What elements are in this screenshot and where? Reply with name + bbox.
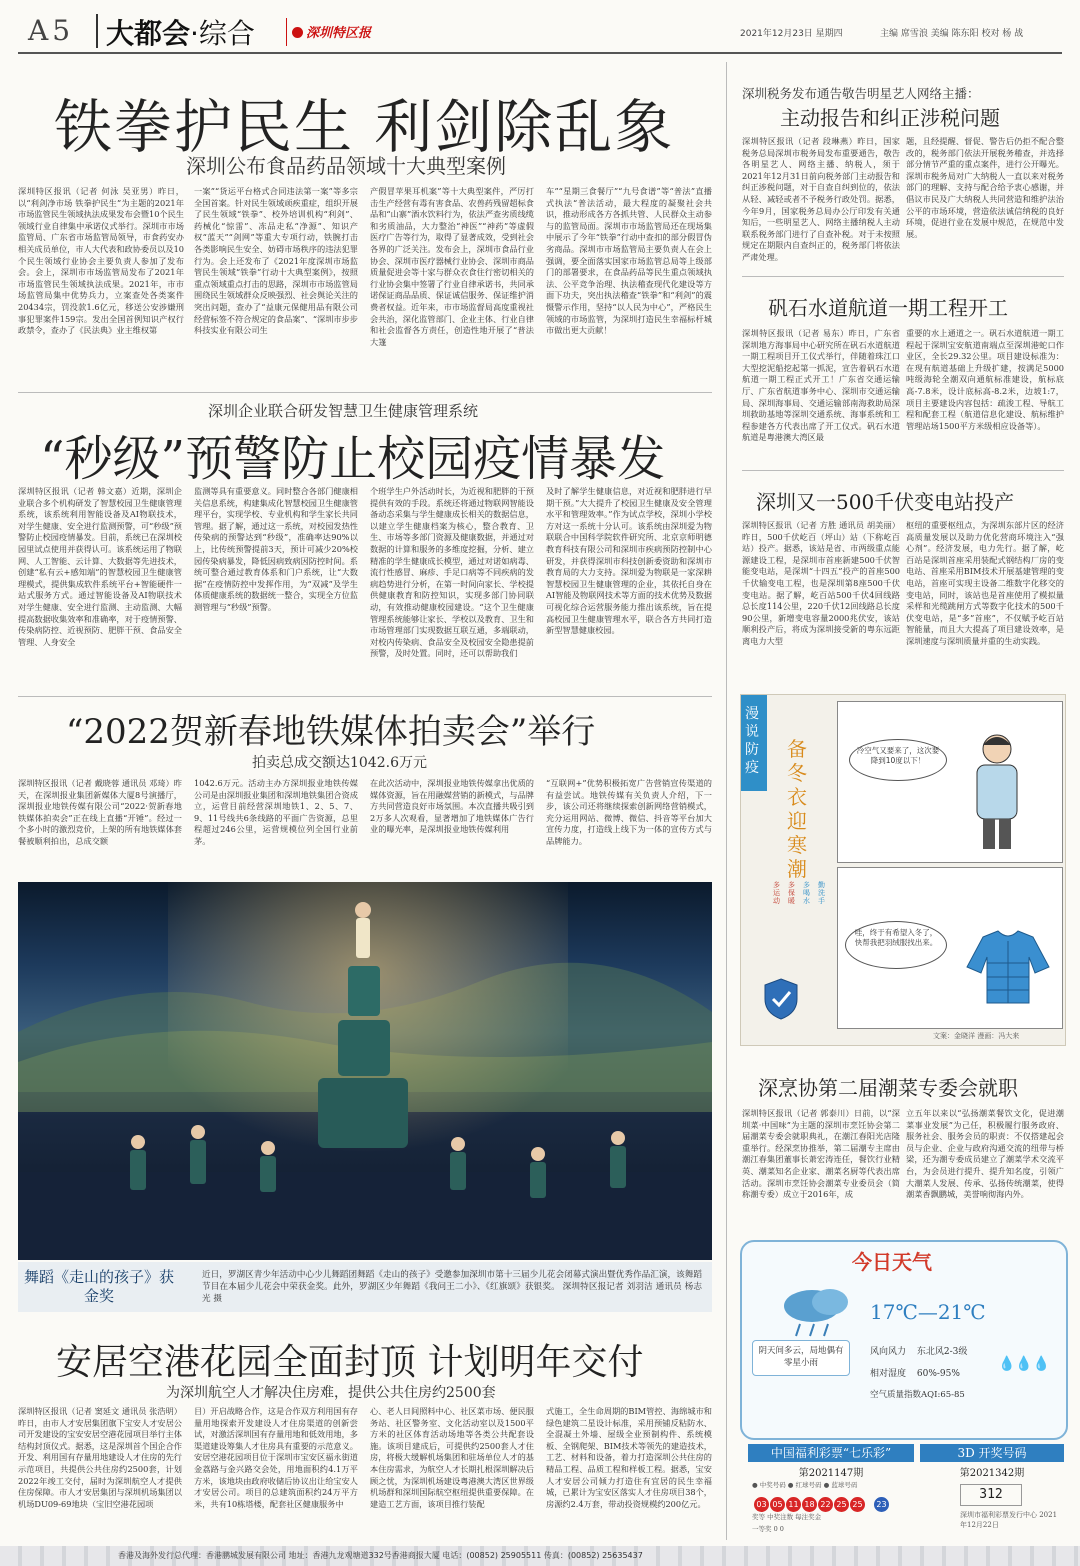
shield-virus-icon — [761, 977, 801, 1021]
editors-line: 主编 席雪浪 美编 陈东阳 校对 杨 战 — [880, 29, 1024, 39]
article2-col4: 及时了解学生健康信息，对近视和肥胖进行早期干预。”大大提升了校园卫生健康及安全管理水平和管理效率。”作为试点学校，深圳小学校方对这一系统十分认可。该系统由深圳爱为物联联合中国科学院软件研究所、北京京师明德教育科技有限公司和深圳市疾病预防控制中心研发，并获得深圳市科技创新委资助和深圳市教育局的大力支持。深圳爱为物联是一家深耕智慧校园卫生健康管理的企业，其依托自身在AI智能及物联网技术等方面的技术优势及数据可视化综合运营服务能力推出该系统，旨在提高校园卫生健康管理水平，联合各方共同打造新型智慧健康校园。 — [546, 486, 712, 636]
weather-box — [740, 1240, 1068, 1440]
article3-col2: 1042.6万元。活动主办方深圳报业地铁传媒公司是由深圳报业集团和深圳地铁集团合资成立，运营目前经营深圳地铁1、2、5、7、9、11号线共6条线路的平面广告资源，总里程超过246公里，运营规模位列全国行业前茅。 — [194, 778, 358, 846]
page-number: A5 — [28, 14, 75, 47]
cartoon-tag: 多保暖 — [788, 881, 795, 905]
paper-logo — [292, 22, 371, 41]
article1-col4: 车”“星期三食餐厅”“九号食谱”等“普法”直播式执法“普法活动，最大程度的凝聚社会共识，推动形成各方各抓共管、人民群众主动参与的监管局面。深圳市市场监管局还在现场集中展示了今年“铁拳”行动中查扣的部分假冒伪劣商品。深圳市市场监管局主要负责人在会上强调，要全面落实国家市场监管总局等上级部门的部署要求，在食品药品等民生重点领域执法、公平竞争治理、执法稽查现代化建设等方面下功夫，突出执法稽查“铁拳”和“利剑”的震慑警示作用，坚持“以人民为中心”，严格民生领域的市场监管，为深圳打造民生幸福标杆城市做出更大贡献！ — [546, 186, 712, 336]
divider — [18, 696, 712, 697]
cartoon-tag: 勤洗手 — [818, 881, 825, 905]
divider — [742, 470, 1064, 471]
lottery-ball: 11 — [786, 1497, 801, 1512]
photo-caption-title: 舞蹈《走山的孩子》获金奖 — [24, 1268, 175, 1305]
dance-photo — [18, 882, 712, 1260]
tunnel-title: 矾石水道航道一期工程开工 — [768, 296, 1008, 320]
article2-col3: 个班学生户外活动时长，为近视和肥胖的干预提供有效的手段。系统还将通过物联网智能设备动态采集与学生健康成长相关的数据信息，以建立学生健康档案为核心，整合教育、卫生、市场等多部门资源及健康数据，并通过对数据的计算和服务的多维度挖掘，分析、建立精准的学生健康成长模型，通过对诺如病毒、流行性感冒、麻疹、手足口病等不同疾病的发病趋势进行分析，在第一时间向家长、学校提供健康教育和防控知识，实现多部门协同联动，有效推动健康校园建设。“这个卫生健康管理系统能够让家长、学校以及教育、卫生和市场管理部门实现数据互联互通，多端联动，对校内传染病、食品安全及校园安全隐患提前预警，及时处置。同时，还可以帮助我们 — [370, 486, 534, 659]
article2-col1: 深圳特区报讯（记者 韩文嘉）近期，深圳企业联合多个机构研发了智慧校园卫生健康管理系统，该系统利用智能设备及AI物联技术，对学生健康、安全进行监测预警，可“秒级”预警防止校园疫情暴发。目前，系统已在深圳校园里试点使用并获得认可。该系统运用了物联网、人工智能、云计算、大数据等先进技术，创建“私有云+感知端”的智慧校园卫生健康管理模式，提供集成软件系统平台+智能硬件一站式服务方式。通过智能设备及AI物联技术对学生健康、安全进行监测、主动监测、大幅提高数据收集效率和准确率，对于疫情预警、传染病防控、近视预防、肥胖干预、食品安全管理、人身安全 — [18, 486, 182, 647]
article3-col3: 在此次活动中，深圳报业地铁传媒拿出优质的媒体资源，旨在用融媒营销的新模式，与品牌方共同营造良好市场氛围。本次直播共吸引到2万多人次观看，显著增加了地铁媒体广告行业的曝光率，是深圳报业地铁传媒利用 — [370, 778, 534, 835]
weather-wind-label: 风向风力 — [870, 1347, 907, 1357]
lottery-ball: 03 — [754, 1497, 769, 1512]
substation-col1: 深圳特区报讯（记者 方胜 通讯员 胡美丽）昨日，500千伏屹百（坪山）站（下称屹百站）投产。据悉，该站是省、市两级重点能源建设工程，是深圳市首座新建500千伏智能变电站，是深圳“十四五”投产的首座500千伏输变电工程，也是深圳第8座500千伏变电站。据了解，屹百站500千伏4回线路总长度114公里，220千伏12回线路总长度90公里，新增变电容量2000兆伏安，该站顺利投产后，将成为深圳接受新的粤东远距离电力大型 — [742, 520, 900, 646]
weather-temp: 17℃—21℃ — [870, 1300, 986, 1324]
tunnel-col2: 重要的水上通道之一。矾石水道航道一期工程起于深圳宝安航道南端点至深圳港蛇口作业区，全长29.32公里。项目建设标准为：在现有航道基础上升级扩建，按满足5000吨级海轮全潮双向通航标准建设，航标底高-7.8米，设计底标高-8.2米，边坡1:7，项目主要建设内容包括：疏浚工程、导航工程和配套工程（航道信息化建设、航标维护管理站场1500平方米级相应设备等）。 — [906, 328, 1064, 431]
article4-col1: 深圳特区报讯（记者 窦延文 通讯员 张浩明）昨日，由市人才安居集团旗下宝安人才安居公司开发建设的宝安安居空港花园项目举行主体结构封顶仪式。据悉，这是深圳首个国企合作开发、利用国有存量用地建设人才住房的先行示范项目，共提供公共住房约2500套，计划2022年竣工交付，届时为深圳航空人才提供住房保障。市人才安居集团与深圳机场集团以机场DU09-69地块（宝旧空港花园项 — [18, 1406, 182, 1509]
chaozhou-col1: 深圳特区报讯（记者 郭泰川）日前，以“深圳菜·中国味”为主题的深圳市烹饪协会第二届潮菜专委会就职典礼，在潮江春阳光店隆重举行。经深烹协推举，第二届潮专主席由潮江春集团董事长萧宏涛连任，餐饮行业精英、潮菜知名企业家、潮菜名厨等代表出席活动。深圳市烹饪协会潮菜专业委员会（简称潮专委）成立于2016年，成 — [742, 1108, 900, 1200]
weather-wind-row — [870, 1344, 967, 1357]
section-title — [106, 12, 255, 52]
lottery-ball: 22 — [818, 1497, 833, 1512]
footer-text: 香港及海外发行总代理：香港鹏城发展有限公司 地址：香港九龙观塘道332号香港商报大厦 电话：(00852) 25905511 传真：(00852) 25635437 — [118, 1551, 643, 1560]
speech-bubble-2 — [845, 921, 947, 969]
footer-bar — [0, 1546, 1080, 1566]
article4-col3: 心、老人日间照料中心、社区菜市场、便民服务站、社区警务室、文化活动室以及1500平方米的社区体育活动场地等各类公共配套设施。该项目建成后，可提供约2500套人才住房，将极大缓解机场集团和驻场单位人才的基本住房需求，为航空人才长期扎根深圳解决后顾之忧，为深圳机场建设粤港澳大湾区世界级机场群和深圳国际航空枢纽提供重要保障。在建造工艺方面，该项目推行装配 — [370, 1406, 534, 1509]
paper-logo-icon — [292, 27, 303, 38]
article3-col4: “互联网+”优势积极拓宽广告营销宣传渠道的有益尝试。地铁传媒有关负责人介绍，下一步，该公司还将继续探索创新网络营销模式，充分运用网站、微博、微信、抖音等平台加大宣传力度，打造线上线下为一体的宣传方式与品牌能力。 — [546, 778, 712, 846]
article2-kicker: 深圳企业联合研发智慧卫生健康管理系统 — [208, 402, 479, 420]
qlc-balls — [754, 1492, 890, 1512]
cartoon-person-1 — [957, 725, 1037, 855]
article4-col2: 目）开启战略合作，这是合作双方利用国有存量用地探索开发建设人才住房渠道的创新尝试，对激活深圳国有存量用地和低效用地，多渠道建设筹集人才住房具有重要的示范意义。安居空港花园项目位于深圳市宝安区福永街道金荔路与金兴路交会处，用地面积约4.1万平方米，该地块由政府收储后协议出让给宝安人才安居公司。项目的总建筑面积约24万平方米，共有10栋塔楼，配套社区健康服务中 — [194, 1406, 358, 1509]
qlc-foot-vals: 一等奖 0 0 — [752, 1525, 784, 1533]
d3-title: 3D 开奖号码 — [920, 1444, 1064, 1462]
tax-col2: 题，且经提醒、督促、警告后仍拒不配合整改的，税务部门依法开展税务稽查，并选择部分情节严重的重点案件，进行公开曝光。深圳市税务局对广大纳税人一直以来对税务部门的理解、支持与配合给予衷心感谢，并倡议市民及广大纳税人共同营造和维护法治公平的市场环境，营造依法诚信纳税的良好环境，促进行业在发展中规范，在规范中发展。 — [906, 136, 1064, 239]
substation-title: 深圳又一500千伏变电站投产 — [756, 490, 1015, 514]
masthead-divider — [96, 14, 98, 48]
lottery-3d — [920, 1444, 1064, 1540]
cloud-rain-icon — [772, 1282, 862, 1342]
cartoon-side-label: 漫说防疫 — [745, 706, 759, 776]
masthead-divider-2 — [286, 18, 287, 46]
d3-number: 312 — [960, 1484, 1022, 1506]
cartoon-panel — [740, 694, 1066, 1046]
lottery-ball: 25 — [834, 1497, 849, 1512]
article1-col1: 深圳特区报讯（记者 何泳 吴亚男）昨日，以“利剑净市场 铁拳护民生”为主题的2021年市场监管民生领域执法成果发布会暨10个民生领域行业自律集中承诺仪式举行。深圳市市场监管局、广东省市场监管局领导，市食药安办相关成员单位，市人大代表和政协委员以及10个民生领域行业协会主要负责人参加了发布会。会上，深圳市市场监管局发布了2021年市场监管民生领域执法成果。2021年，市市场监管局集中优势兵力，立案查处各类案件20434宗，罚没款1.6亿元，移送公安涉嫌刑事犯罪案件159宗。发出全国首例知识产权行政禁令，查办了《民法典》业主维权第 — [18, 186, 184, 336]
tax-kicker: 深圳税务发布通告敬告明星艺人网络主播： — [742, 86, 980, 101]
column-divider — [726, 62, 727, 1540]
lottery-ball: 25 — [850, 1497, 865, 1512]
article1-subtitle: 深圳公布食品药品领域十大典型案例 — [186, 154, 506, 178]
weather-humidity-row — [870, 1366, 960, 1379]
chaozhou-title: 深烹协第二届潮菜专委会就职 — [758, 1076, 1018, 1100]
weather-wind: 东北风2-3级 — [916, 1347, 968, 1357]
masthead-rule — [18, 52, 1062, 54]
cartoon-credit: 文案：金晓洋 漫画：冯大来 — [933, 1032, 1020, 1040]
section-sub: 综合 — [198, 17, 255, 50]
article4-subtitle: 为深圳航空人才解决住房难，提供公共住房约2500套 — [166, 1385, 496, 1401]
section-main: 大都会 — [106, 17, 191, 50]
qlc-issue: 第2021147期 — [798, 1468, 864, 1479]
lottery-ball: 18 — [802, 1497, 817, 1512]
cartoon-tag: 多运动 — [773, 881, 780, 905]
masthead — [0, 0, 1080, 52]
issue-date: 2021年12月23日 星期四 — [740, 29, 843, 39]
weather-desc-box — [752, 1340, 850, 1376]
water-drop-icons: 💧💧💧 — [998, 1356, 1051, 1372]
tax-col1: 深圳特区报讯（记者 段琳燕）昨日，国家税务总局深圳市税务局发布重要通告，敬告各明星艺人、网络主播、纳税人，须于2021年12月31日前向税务部门主动报告和纠正涉税问题，对于自查自纠到位的，依法从轻、减轻或者不予税务行政处罚。据悉，今年9月，国家税务总局办公厅印发有关通知后，一些明星艺人、网络主播纳税人主动联系税务部门进行了自查补税。对于未按照规定在期限内自查纠正的，税务部门将依法严肃处理。 — [742, 136, 900, 262]
divider — [742, 276, 1064, 277]
speech-bubble-1-text: 冷空气又要来了，这次要降到10度以下！ — [856, 746, 940, 765]
article3-col1: 深圳特区报讯（记者 戴晓蓉 通讯员 邓琦）昨天，在深圳报业集团新媒体大厦8号演播厅，深圳报业地铁传媒有限公司“2022·贺新春地铁媒体拍卖会”正在线上直播“开锤”。经过一个多小时的激烈竞价，上架的所有地铁媒体套餐被顺利拍出，总成交额 — [18, 778, 182, 846]
paper-name: 深圳特区报 — [306, 26, 372, 41]
weather-aqi: 空气质量指数AQI:65-85 — [870, 1390, 965, 1400]
lottery-qlc — [748, 1444, 914, 1540]
qlc-foot: 奖等 中奖注数 每注奖金 — [752, 1513, 822, 1521]
article1-col2: 一案”“货运平台格式合同违法第一案”等多宗全国首案。针对民生领域顽疾重症，组织开展了民生领域“铁拳”、校外培训机构“利剑”、药械化“惊雷”、冻品走私“净源”、知识产权“蓝天”“剑网”等重大专项行动，铁腕打击各类影响民生安全、妨碍市场秩序的违法犯罪行为。会上还发布了《2021年度深圳市场监管民生领域“铁拳”行动十大典型案例》，按照重点领域重点打击的思路，深圳市市场监管局围绕民生领域群众反映强烈、社会舆论关注的突出问题，查办了“益康元保健用品有限公司经营标签不符合规定的食品案”、“深圳市步步科技实业有限公司生 — [194, 186, 358, 336]
cartoon-tags — [773, 881, 835, 951]
d3-foot: 深圳市福利彩票发行中心 2021年12月22日 — [960, 1511, 1058, 1529]
divider — [18, 392, 712, 393]
lottery-ball: 05 — [770, 1497, 785, 1512]
speech-bubble-2-text: 哇，终于有希望入冬了，快帮我把羽绒服找出来。 — [854, 928, 938, 947]
cartoon-title: 备冬衣 迎寒潮 — [787, 737, 807, 881]
d3-issue: 第2021342期 — [959, 1468, 1025, 1479]
article2-col2: 监测等具有重要意义。同时整合各部门健康相关信息系统，构建集成化智慧校园卫生健康管理平台，实现学校、专业机构和学生家长共同管理。据了解，通过这一系统，对校园发热性传染病的预警达到“秒级”，准确率达90%以上，比传统预警提前3天，预计可减少20%校园传染病暴发，降低因病致病因防控时间。系统可整合通过教育体系和门户系统，让“大数据”在疫情防控中发挥作用，为“双减”及学生体质健康系统的数据统一整合，实现全方位监测管理与“秒级”预警。 — [194, 486, 358, 612]
qlc-legend: ● 中奖号码 ● 红球号码 ● 蓝球号码 — [752, 1481, 858, 1489]
weather-humidity: 60%-95% — [916, 1369, 960, 1379]
article2-title: “秒级”预警防止校园疫情暴发 — [40, 431, 666, 487]
substation-col2: 枢纽的重要枢纽点，为深圳东部片区的经济高质量发展以及助力优化营商环境注入“强心剂”。经济发展，电力先行。据了解，屹百站是深圳首座采用装配式钢结构厂房的变电站、首座采用BIM技术开展基建管理的变电站，首座可实现主设备二维数字化移交的变电站，同时，该站也是首座使用了模拟量采样和光缆跳闸方式等数字化技术的500千伏变电站，是“多”首座”，不仅赋予屹百站智能量，而且大大提高了项目建设效率，是深圳速度与深圳质量并重的生动实践。 — [906, 520, 1064, 646]
article3-title: “2022贺新春地铁媒体拍卖会”举行 — [66, 712, 596, 752]
photo-caption — [18, 1262, 712, 1312]
article3-subtitle: 拍卖总成交额达1042.6万元 — [252, 755, 427, 771]
speech-bubble-1 — [849, 739, 947, 781]
section-dot: · — [190, 17, 199, 50]
stage-floor — [18, 1172, 712, 1260]
article1-title: 铁拳护民生 利剑除乱象 — [54, 93, 675, 161]
article4-col4: 式施工，全生命周期的BIM管控、海绵城市和绿色建筑二星设计标准，采用预铺反粘防水、全混凝土外墙、屋级全业预制构件、系统模板、全钢爬架、BIM技术等领先的建造技术，工艺、材料和设备，着力打造深圳公共住房的精品工程、品质工程和样板工程。据悉，宝安人才安居公司倾力打造住有宜居的民生幸福城，已累计为宝安区落实人才住房项目38个，房源约2.4万套，带动投资规模约200亿元。 — [546, 1406, 712, 1509]
chaozhou-col2: 立五年以来以“弘扬潮菜餐饮文化，促进潮菜事业发展”为己任，积极履行服务政府、服务社会、服务会员的职责：不仅搭建起会员与企业、企业与政府沟通交流的纽带与桥梁，还为潮专委成员建立了潮菜学术交流平台，为会员进行提升、提升知名度，引领广大潮菜人发展、传承、弘扬传统潮菜，使得潮菜香飘鹏城，美誉响彻海内外。 — [906, 1108, 1064, 1200]
article4-title: 安居空港花园全面封顶 计划明年交付 — [56, 1342, 644, 1383]
tax-title: 主动报告和纠正涉税问题 — [780, 106, 1000, 130]
article1-col3: 产假冒苹果耳机案”等十大典型案件，严厉打击生产经营有毒有害食品、农兽药残留超标食品和“山寨”酒水饮料行为，依法严查劣质线缆和劣质油品，大力整治“神医”“神药”等虚假医疗广告等行为，取得了显著成效，受到社会各界的广泛关注。发布会上，深圳市食品行业协会、深圳市医疗器械行业协会、深圳市商品质量促进会等十家与群众衣食住行密切相关的行业协会集中签署了行业自律承诺书，共同承诺保证商品品质、保证诚信服务、保证维护消费者权益。近年来，市市场监督局高度重视社会共治，深化监管部门、企业主体、行业自律和社会监督各方责任，创造性地开展了“普法大篷 — [370, 186, 534, 347]
down-jacket-icon — [963, 927, 1053, 1007]
weather-title: 今日天气 — [852, 1250, 932, 1274]
weather-humidity-label: 相对湿度 — [870, 1369, 907, 1379]
lottery-ball-special: 23 — [874, 1497, 889, 1512]
cartoon-tag: 多喝水 — [803, 881, 810, 905]
dance-photo-svg — [18, 882, 712, 1260]
qlc-title: 中国福利彩票“七乐彩” — [748, 1444, 914, 1462]
weather-desc: 阴天间多云，局地偶有零星小雨 — [758, 1346, 844, 1368]
tunnel-col1: 深圳特区报讯（记者 易东）昨日，广东省深圳地方海事局中心研究所在矾石水道航道一期工程项目开工仪式举行，伴随着珠江口大型挖泥船挖起第一抓泥，宣告着矾石水道航道一期工程正式开工！广东省交通运输厅、广东省航道事务中心、深圳市交通运输局、深圳海事局、交通运输部南海救助局深圳救助基地等深圳交通系统、海事系统和工程参建各方代表出席了开工仪式。矾石水道航道是粤港澳大湾区最 — [742, 328, 900, 443]
photo-caption-text: 近日，罗湖区青少年活动中心少儿舞蹈团舞蹈《走山的孩子》受邀参加深圳市第十三届少儿花会闭幕式演出暨优秀作品汇演，该舞蹈节目在本届少儿花会中荣获金奖。此外，罗湖区少年舞蹈《我问王二小》、《红旗颂》获银奖。 深圳特区报记者 刘羽洁 通讯员 杨志光 摄 — [202, 1270, 702, 1304]
